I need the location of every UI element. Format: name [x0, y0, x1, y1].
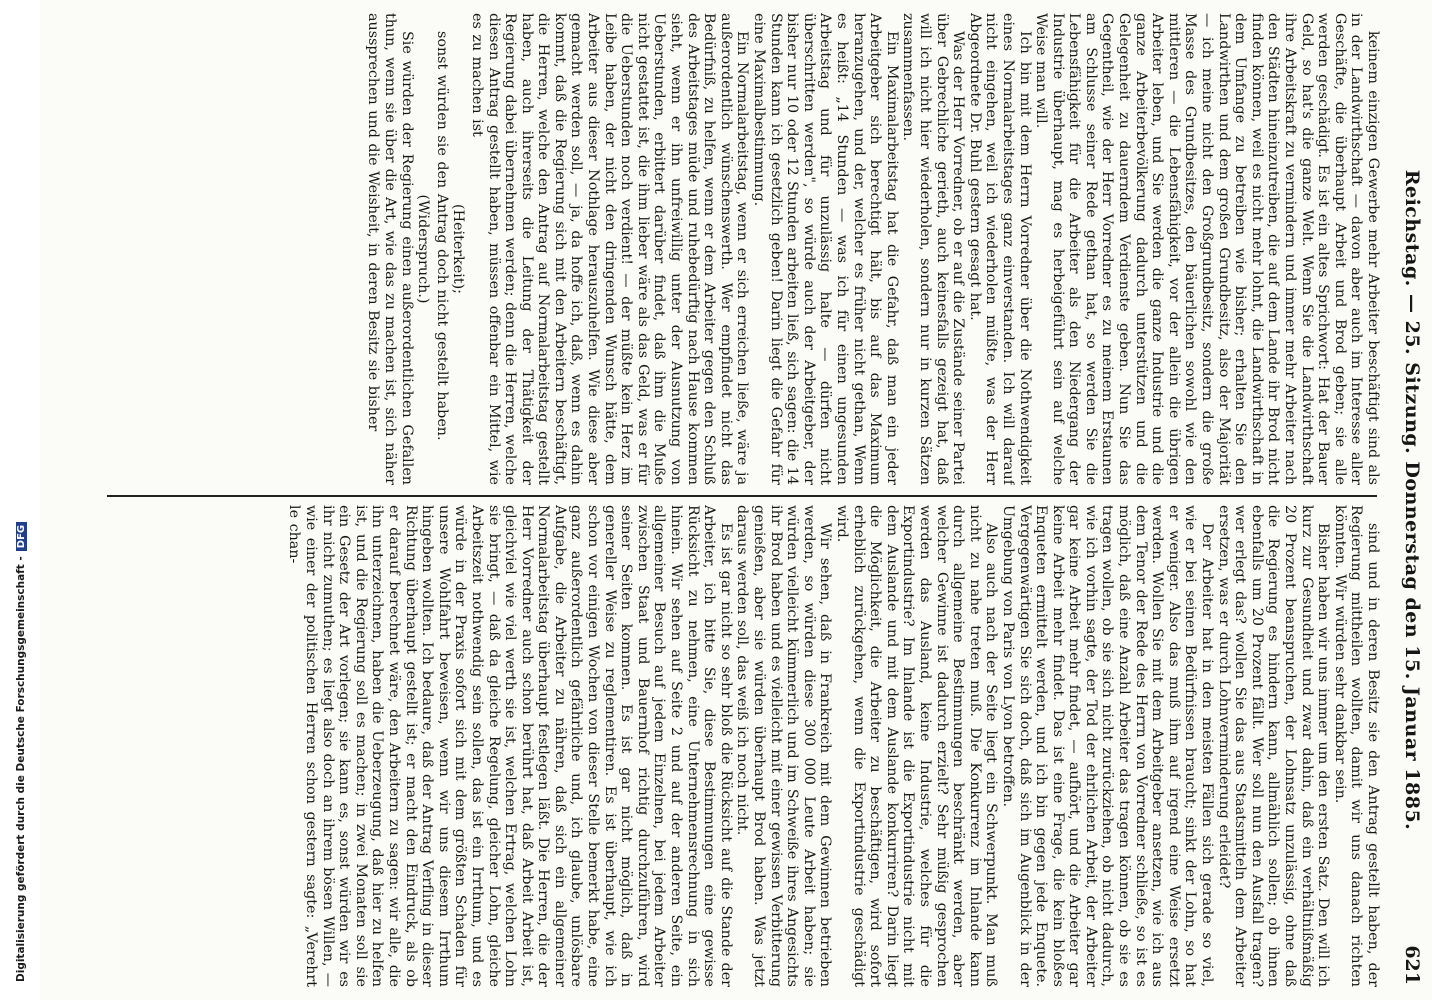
- stage-direction-laughter: (Heiterkeit);: [450, 204, 467, 294]
- digitization-margin: [0, 0, 41, 1000]
- paragraph: sind und in deren Besitz sie den Antrag gestellt haben, der Regierung mittheilen wollten, damit wir uns danach richten könnten. Wir würden sehr dankbar sein.: [1331, 505, 1381, 987]
- paragraph: Ich bin mit dem Herrn Vorredner über die Nothwendigkeit eines Normalarbeitstages ganz einverstanden. Ich will darauf nicht eingehen, weil ich wiederholen müßte, was der Herr Abgeordnete Dr. Buhl gestern gesagt hat.: [966, 13, 1033, 485]
- right-text-column: [101, 505, 1381, 987]
- paragraph: Der Arbeiter hat in den meisten Fällen sich gerade so viel, wie er bei seinen Bedürfnissen braucht; sinkt der Lohn, so hat er weniger. Also das muß ihm auf irgend eine Weise ersetzt werden. Wollen Sie mit dem Arbeitgeber ansetzen, wie ich aus dem Tenor der Rede des Herrn von Vorredner schließe, so ist es möglich, daß eine Anzahl Arbeiter das tragen können, ob sie es tragen wollen, ob sie sich nicht zurückziehen, ob nicht dadurch, wie ich vorhin sagte, der Tod der ehrlichen Arbeit, der Arbeiter gar keine Arbeit mehr findet, — aufhört, und die Arbeiter gar keine Arbeit mehr findet. Das ist eine Frage, die kein bloßes Enqueten ermittelt werden, und ich bin gegen jede Enquete. Vergegenwärtigen Sie sich doch, daß sich im Augenblick in der Umgebung von Paris von Lyon betroffen.: [999, 505, 1216, 987]
- left-text-column: [101, 13, 1381, 485]
- rotated-page-content: [87, 5, 1432, 995]
- dfg-funding-text: Digitalisierung gefördert durch die Deutsche Forschungsgemeinschaft -: [15, 556, 27, 982]
- page-number: 621: [1401, 945, 1423, 985]
- document-page: [40, 0, 1432, 1000]
- paragraph: Was der Herr Vorredner, ob er auf die Zustände seiner Partei über Gebrechliche gerieth, auch keinesfalls gezeigt hat, daß will ich nicht hier wiederholen, sondern nur in kurzen Sätzen zusammenfassen.: [900, 13, 967, 485]
- paragraph: Bisher haben wir uns immer um den ersten Satz. Den will ich kurz zur Gesundheit und zwar dahin, daß ein verhältnißmäßig 20 Prozent beanspruchen, der Lohnsatz unzulässig, ohne daß die Regierung es hindern kann, allmählich sollen; ob ihnen ebenfalls um 20 Prozent fällt. Wer soll nun den Ausfall tragen? wer erlegt das? wollen Sie das aus Staatsmitteln dem Arbeiter ersetzen, was er durch Lohnverminderung erleidet?: [1215, 505, 1332, 987]
- stage-direction-contradiction: (Widerspruch.): [415, 194, 432, 304]
- paragraph: Ein Maximalarbeitstag hat die Gefahr, daß man ein jeder Arbeitgeber sich berechtigt hält, bis auf das Maximum heranzugehen, und der, welcher es früher nicht gethan, Wenn es heißt: „14 Stunden — was ich für einen ungesunden Arbeitstag und für unzulässig halte — dürfen nicht überschritten werden", so würde auch der Arbeitgeber, der bisher nur 10 oder 12 Stunden arbeiten ließ, sich sagen: die 14 Stunden kann ich gesetzlich geben! Darin liegt die Gefahr für eine Maximalbestimmung.: [751, 13, 900, 485]
- paragraph: Es ist gar nicht so sehr bloß die Rücksicht auf die Stande der Arbeiter, ich bitte Sie, diese Bestimmungen eine gewisse Rücksicht zu nehmen, eine Unternehmensrechnung in sich hinein. Wir sehen auf Seite 2 und auf der anderen Seite, ein allgemeiner Besuch auf jedem Einzelnen, bei jedem Arbeiter zwischen Staat und Bauernhof richtig durchzuführen, wird seiner Seiten kommen. Es ist gar nicht möglich, daß in genereller Weise zu reglementiren. Es ist überhaupt, wie ich schon vor einigen Wochen von dieser Stelle bemerkt habe, eine ganz außerordentlich gefährliche und, ich glaube, unlösbare Aufgabe, die Arbeiter zu nähren, daß sich ein allgemeiner Normalarbeitstag überhaupt festlegen läßt. Die Herren, die der Herr Vorredner auch schon berührt hat, daß Arbeit Arbeit ist, gleichviel wie viel werth sie ist, welchen Ertrag, welchen Lohn sie bringt, — daß da gleiche Regelung, gleicher Lohn, gleiche Arbeitszeit nothwendig sein sollen, das ist ein Irrthum, und es würde in der Praxis sofort sich mit dem größten Schaden für unsere Wohlfahrt beweisen, wenn wir uns diesem Irrthum hingeben wollten. Ich bedaure, daß der Antrag Verfling in dieser Richtung überhaupt gestellt ist; er macht den Eindruck, als ob er darauf berechnet wäre, den Arbeitern zu sagen: wir alle, die ihn unterzeichnen, haben die Ueberzeugung, daß hier zu helfen ist, und die Regierung soll es machen; in zwei Monaten soll sie ein Gesetz der Art vorlegen; sie kann es, sonst würden wir es ihr nicht zumuthen; es liegt also doch an ihrem bösen Willen, — wie einer der politischen Herren schon gestern sagte: „Verehrt le chan-: [286, 505, 734, 987]
- paragraph: Ein Normalarbeitstag, wenn er sich erreichen ließe, wäre ja außerordentlich wünschenswerth. Wer empfindet nicht das Bedürfniß, zu helfen, wenn er dem Arbeiter gegen den Schluß des Arbeitstages müde und ruhebedürftig nach Hause kommen sieht, wenn er ihn unfreiwillig unter der Ausnutzung von Ueberstunden, erbittert darüber findet, daß ihm die Muße nicht gestattet ist, die ihm lieber wäre als das Geld, was er für die Ueberstunden noch verdient! — der müßte kein Herz im Leibe haben, der nicht den dringenden Wunsch hätte, dem Arbeiter aus dieser Nothlage herauszuhelfen. Wie diese aber gemacht werden soll, — ja, da hoffe ich, daß, wenn es dahin kommt, daß die Regierung sich mit den Arbeitern beschäftigt, die Herren, welche den Antrag auf Normalarbeitstag gestellt haben, auch ihrerseits die Leitung der Thätigkeit der Regierung dabei übernehmen werden; denn die Herren, welche diesen Antrag gestellt haben, müssen offenbar ein Mittel, wie es zu machen ist: [468, 13, 751, 485]
- paragraph: sonst würden sie den Antrag doch nicht gestellt haben.: [433, 31, 450, 441]
- paragraph: Wir sehen, daß in Frankreich mit dem Gewinnen betrieben werden, so würden diese 300 000 Leute Arbeit haben; sie würden vielleicht kümmerlich und im Schweiße ihres Angesichts ihr Brod haben und es vielleicht mit einer gewissen Verbitterung genießen, aber sie würden überhaupt Brod haben. Was jetzt daraus werden soll, das weiß ich noch nicht.: [734, 505, 834, 987]
- column-divider: [107, 495, 1377, 497]
- paragraph: keinem einzigen Gewerbe mehr Arbeiter beschäftigt sind als in der Landwirthschaft — davon aber auch im Interesse aller Geschäfte, die überhaupt Arbeit und Brod geben; sie alle werden geschädigt. Es ist ein altes Sprichwort: Hat der Bauer Geld, so hat's die ganze Welt. Wenn Sie die Landwirthschaft ihre Arbeitskraft zu vermindern und immer mehr Arbeiter nach den Städten hineinzutreiben, die auf dem Lande ihr Brod nicht finden können, weil es nicht mehr lohnt, die Landwirthschaft in dem Umfange zu betreiben wie bisher; erhalten Sie den Landwirthen und dem großen Grundbesitz, also der Majorität — ich meine nicht den Großgrundbesitz, sondern die große Masse des Grundbesitzes, den bäuerlichen sowohl wie den mittleren — die Lebensfähigkeit, vor der allein die übrigen Arbeiter leben, und Sie werden die ganze Industrie und die ganze Arbeiterbevölkerung dadurch unterstützen und die Gelegenheit zu dauerndem Verdienste geben. Nun Sie das Gegentheil, wie der Herr Vorredner es zu meinem Erstaunen am Schlusse seiner Rede gethan hat, so werden Sie die Lebensfähigkeit für die Arbeiter als den Niedergang der Industrie überhaupt, mag es herbeigeführt sein auf welche Weise man will.: [1033, 13, 1381, 485]
- dfg-logo-icon: DFG: [16, 522, 27, 551]
- page-header: [1389, 5, 1429, 995]
- paragraph: Sie würden der Regierung einen außerordentlichen Gefallen thun, wenn sie über die Art, wie das zu machen ist, sich näher aussprechen und die Weisheit, in deren Besitz sie bisher: [365, 13, 415, 485]
- paragraph: Also auch nach der Seite liegt ein Schwerpunkt. Man muß nicht zu nahe treten muß. Die Konkurrenz im Inlande kann durch allgemeine Bestimmungen beschränkt werden, aber welcher Gewinne ist dadurch erzielt? Sehr müßig gesprochen werden das Ausland, keine Industrie, welches für die Exportindustrie? Im Inlande ist die Exportindustrie nicht mit dem Auslande und mit dem Auslande konkurriren? Darin liegt die Möglichkeit, die Arbeiter zu beschäftigen, wird sofort erheblich zurückgehen, wenn die Exportindustrie geschädigt wird.: [834, 505, 1000, 987]
- dfg-funding-note: [15, 522, 27, 982]
- running-title: Reichstag. — 25. Sitzung. Donnerstag den 15. Januar 1885.: [1401, 169, 1423, 831]
